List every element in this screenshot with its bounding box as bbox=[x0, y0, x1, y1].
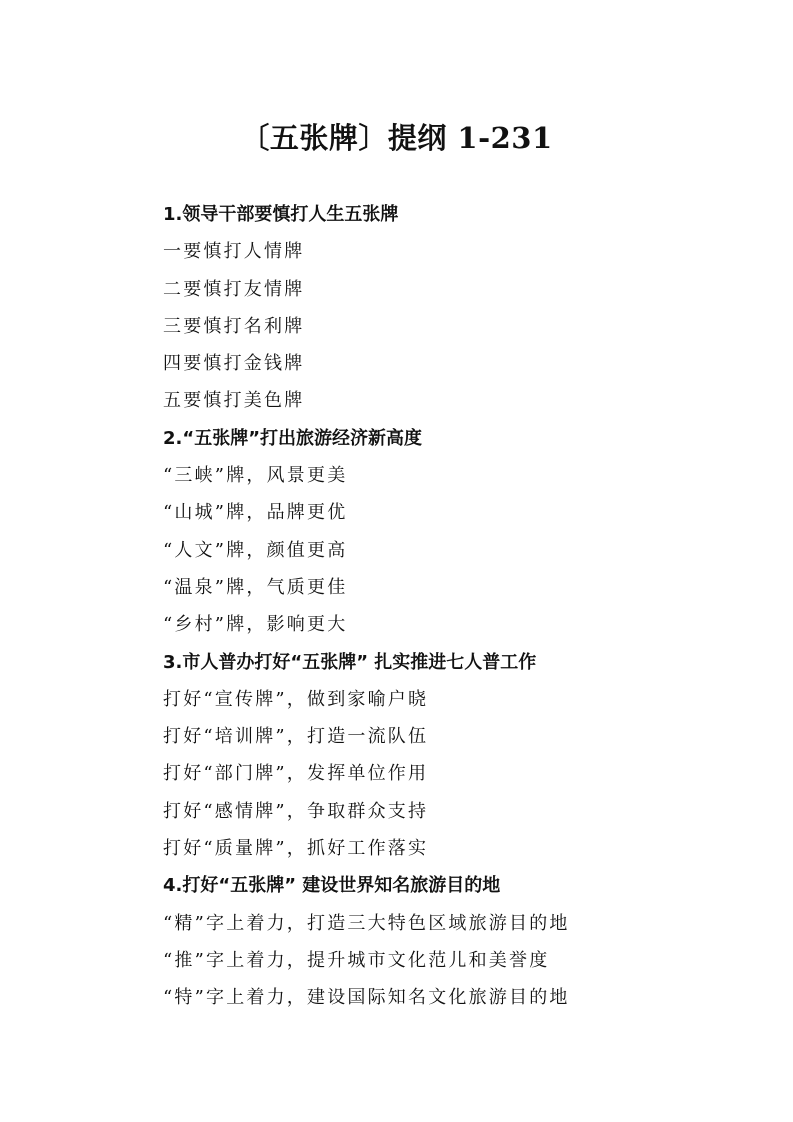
list-item: 四要慎打金钱牌 bbox=[163, 353, 305, 375]
list-item: 二要慎打友情牌 bbox=[163, 278, 305, 300]
document-title: 〔五张牌〕提纲 1-231 bbox=[240, 121, 553, 155]
list-item: “特”字上着力，建设国际知名文化旅游目的地 bbox=[163, 987, 570, 1009]
list-item: “山城”牌，品牌更优 bbox=[163, 502, 348, 524]
list-item: “温泉”牌，气质更佳 bbox=[163, 576, 348, 598]
list-item: 三要慎打名利牌 bbox=[163, 315, 305, 337]
list-item: 打好“感情牌”，争取群众支持 bbox=[163, 800, 429, 822]
list-item: 一要慎打人情牌 bbox=[163, 241, 305, 263]
document-body bbox=[163, 196, 763, 1017]
list-item: “三峡”牌，风景更美 bbox=[163, 465, 348, 487]
list-item: “人文”牌，颜值更高 bbox=[163, 539, 348, 561]
section-heading: 4.打好“五张牌” 建设世界知名旅游目的地 bbox=[163, 875, 501, 897]
section-heading: 3.市人普办打好“五张牌” 扎实推进七人普工作 bbox=[163, 651, 537, 673]
list-item: 打好“质量牌”，抓好工作落实 bbox=[163, 838, 429, 860]
list-item: 打好“培训牌”，打造一流队伍 bbox=[163, 726, 429, 748]
section-heading: 1.领导干部要慎打人生五张牌 bbox=[163, 204, 399, 225]
list-item: “精”字上着力，打造三大特色区域旅游目的地 bbox=[163, 912, 570, 934]
list-item: “乡村”牌，影响更大 bbox=[163, 614, 348, 636]
section-heading: 2.“五张牌”打出旅游经济新高度 bbox=[163, 427, 423, 449]
list-item: 打好“宣传牌”，做到家喻户晓 bbox=[163, 688, 429, 710]
list-item: 打好“部门牌”，发挥单位作用 bbox=[163, 763, 429, 785]
list-item: 五要慎打美色牌 bbox=[163, 390, 305, 412]
list-item: “推”字上着力，提升城市文化范儿和美誉度 bbox=[163, 949, 550, 971]
